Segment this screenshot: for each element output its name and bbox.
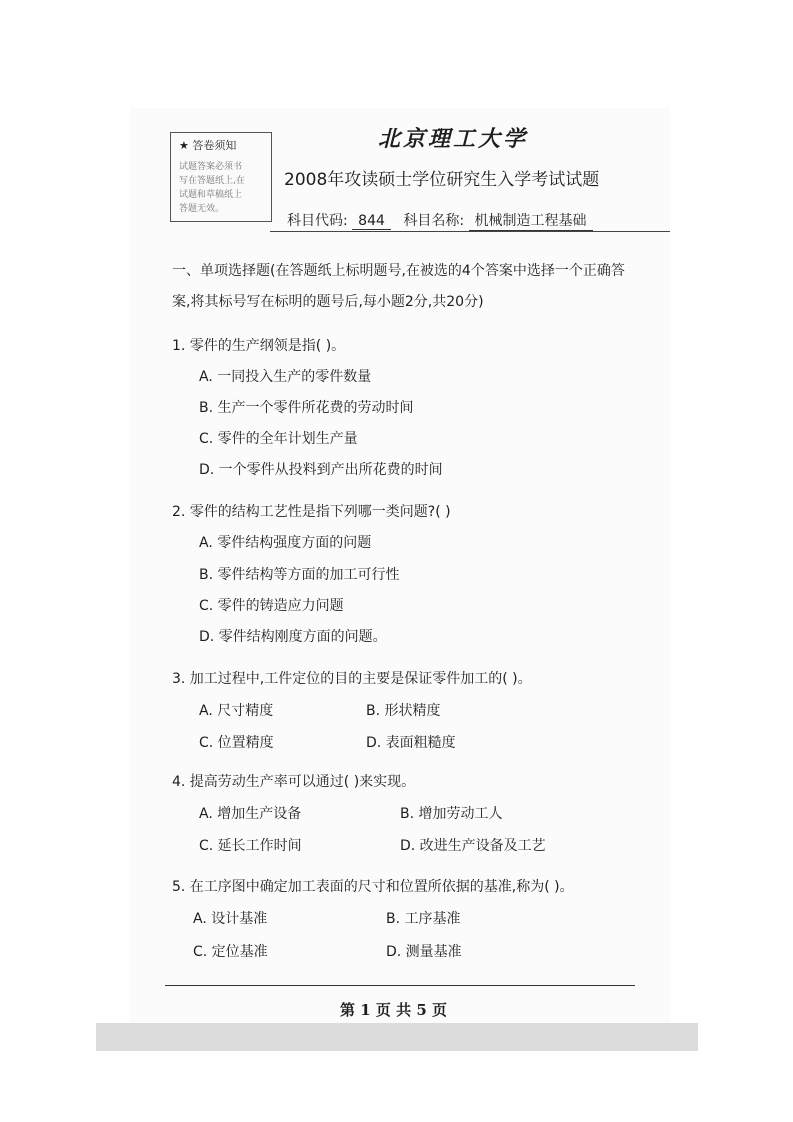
university-name: 北京理工大学	[378, 126, 529, 152]
notice-line: 写在答题纸上,在	[179, 176, 245, 186]
question-2-option-c: C. 零件的铸造应力问题	[199, 598, 344, 614]
question-1-option-a: A. 一同投入生产的零件数量	[199, 369, 372, 385]
question-4-stem: 4. 提高劳动生产率可以通过( )来实现。	[172, 774, 416, 790]
answer-notice-box	[170, 132, 272, 222]
question-5-option-c: C. 定位基准	[193, 944, 268, 960]
question-2-option-b: B. 零件结构等方面的加工可行性	[199, 567, 400, 583]
page-number: 第 1 页 共 5 页	[340, 1001, 447, 1019]
question-3-stem: 3. 加工过程中,工件定位的目的主要是保证零件加工的( )。	[172, 671, 532, 687]
question-1-option-c: C. 零件的全年计划生产量	[199, 431, 358, 447]
question-5-option-a: A. 设计基准	[193, 911, 268, 927]
question-1-option-d: D. 一个零件从投料到产出所花费的时间	[199, 462, 443, 478]
exam-title: 2008年攻读硕士学位研究生入学考试试题	[284, 170, 600, 190]
subject-code-label: 科目代码:	[287, 213, 348, 229]
question-1-stem: 1. 零件的生产纲领是指( )。	[172, 338, 346, 354]
notice-title: ★ 答卷须知	[179, 139, 237, 152]
question-3-option-c: C. 位置精度	[199, 735, 274, 751]
notice-line: 试题答案必须书	[179, 162, 243, 172]
section-heading-cont: 案,将其标号写在标明的题号后,每小题2分,共20分)	[172, 294, 484, 310]
section-heading: 一、单项选择题(在答题纸上标明题号,在被选的4个答案中选择一个正确答	[172, 263, 625, 279]
question-4-option-c: C. 延长工作时间	[199, 838, 302, 854]
header-divider	[270, 231, 670, 232]
question-5-stem: 5. 在工序图中确定加工表面的尺寸和位置所依据的基准,称为( )。	[172, 879, 574, 895]
question-2-option-a: A. 零件结构强度方面的问题	[199, 535, 372, 551]
question-3-option-b: B. 形状精度	[366, 703, 441, 719]
subject-name-label: 科目名称:	[403, 213, 465, 229]
question-4-option-b: B. 增加劳动工人	[400, 806, 503, 822]
footer-divider	[165, 985, 635, 986]
question-2-option-d: D. 零件结构刚度方面的问题。	[199, 629, 387, 645]
notice-line: 答题无效。	[179, 204, 225, 214]
subject-row	[287, 210, 601, 231]
question-4-option-d: D. 改进生产设备及工艺	[400, 838, 546, 854]
question-5-option-b: B. 工序基准	[386, 911, 461, 927]
subject-name-value: 机械制造工程基础	[469, 210, 593, 231]
question-4-option-a: A. 增加生产设备	[199, 806, 302, 822]
question-2-stem: 2. 零件的结构工艺性是指下列哪一类问题?( )	[172, 504, 451, 520]
question-3-option-a: A. 尺寸精度	[199, 703, 274, 719]
question-3-option-d: D. 表面粗糙度	[366, 735, 456, 751]
question-1-option-b: B. 生产一个零件所花费的劳动时间	[199, 400, 414, 416]
question-5-option-d: D. 测量基准	[386, 944, 462, 960]
scan-bottom-strip	[96, 1023, 698, 1051]
notice-line: 试题和草稿纸上	[179, 190, 243, 200]
subject-code-value: 844	[352, 213, 391, 230]
